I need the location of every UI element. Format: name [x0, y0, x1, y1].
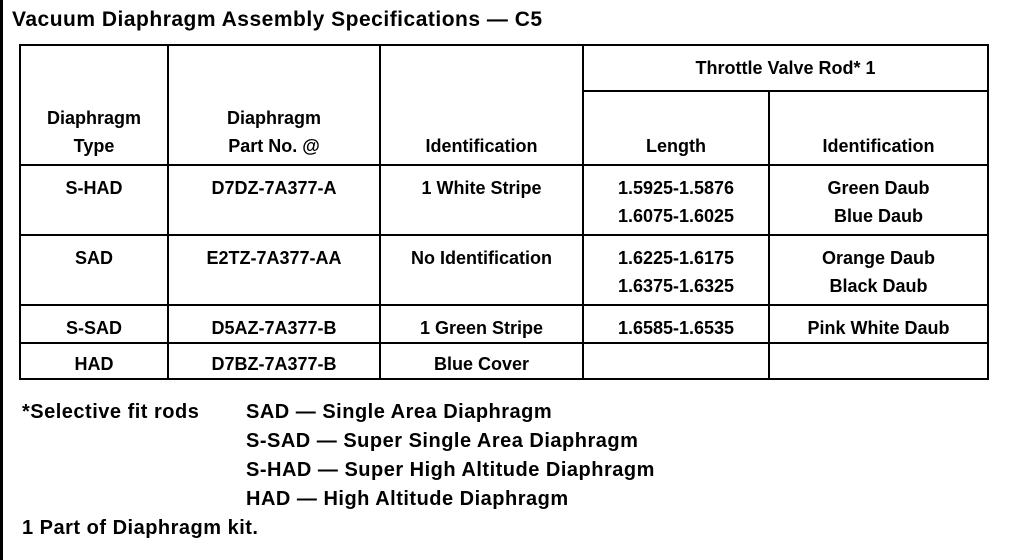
- cell-identification: Blue Cover: [380, 343, 583, 379]
- cell-part-no: D5AZ-7A377-B: [168, 305, 380, 343]
- cell-rod-identification: Orange Daub Black Daub: [769, 235, 988, 305]
- header-part-no: Diaphragm Part No. @: [168, 45, 380, 165]
- table-row: [20, 235, 988, 305]
- header-row-top: [20, 45, 988, 91]
- spec-table: [19, 44, 989, 380]
- cell-type: SAD: [20, 235, 168, 305]
- cell-part-no: D7BZ-7A377-B: [168, 343, 380, 379]
- cell-length: 1.6225-1.6175 1.6375-1.6325: [583, 235, 769, 305]
- cell-identification: 1 Green Stripe: [380, 305, 583, 343]
- page-left-border: [0, 0, 3, 560]
- table-row: [20, 305, 988, 343]
- cell-part-no: D7DZ-7A377-A: [168, 165, 380, 235]
- header-rod-identification: Identification: [769, 91, 988, 165]
- abbreviation-definition: S-SAD — Super Single Area Diaphragm: [246, 430, 639, 452]
- kit-note: 1 Part of Diaphragm kit.: [22, 517, 259, 539]
- header-identification: Identification: [380, 45, 583, 165]
- cell-part-no: E2TZ-7A377-AA: [168, 235, 380, 305]
- selective-fit-label: *Selective fit rods: [22, 401, 200, 423]
- cell-length: 1.6585-1.6535: [583, 305, 769, 343]
- cell-length-empty: [583, 343, 769, 379]
- cell-identification: No Identification: [380, 235, 583, 305]
- cell-type: S-HAD: [20, 165, 168, 235]
- cell-rod-identification: Green Daub Blue Daub: [769, 165, 988, 235]
- cell-type: HAD: [20, 343, 168, 379]
- cell-identification: 1 White Stripe: [380, 165, 583, 235]
- cell-rod-identification: Pink White Daub: [769, 305, 988, 343]
- header-length: Length: [583, 91, 769, 165]
- header-diaphragm-type: Diaphragm Type: [20, 45, 168, 165]
- abbreviation-definition: S-HAD — Super High Altitude Diaphragm: [246, 459, 655, 481]
- table-row: [20, 165, 988, 235]
- cell-length: 1.5925-1.5876 1.6075-1.6025: [583, 165, 769, 235]
- abbreviation-definition: HAD — High Altitude Diaphragm: [246, 488, 569, 510]
- cell-type: S-SAD: [20, 305, 168, 343]
- table-row: [20, 343, 988, 379]
- cell-rod-identification-empty: [769, 343, 988, 379]
- page-title: Vacuum Diaphragm Assembly Specifications — C5: [12, 8, 543, 31]
- abbreviation-definition: SAD — Single Area Diaphragm: [246, 401, 553, 423]
- header-throttle-valve-rod: Throttle Valve Rod* 1: [583, 45, 988, 91]
